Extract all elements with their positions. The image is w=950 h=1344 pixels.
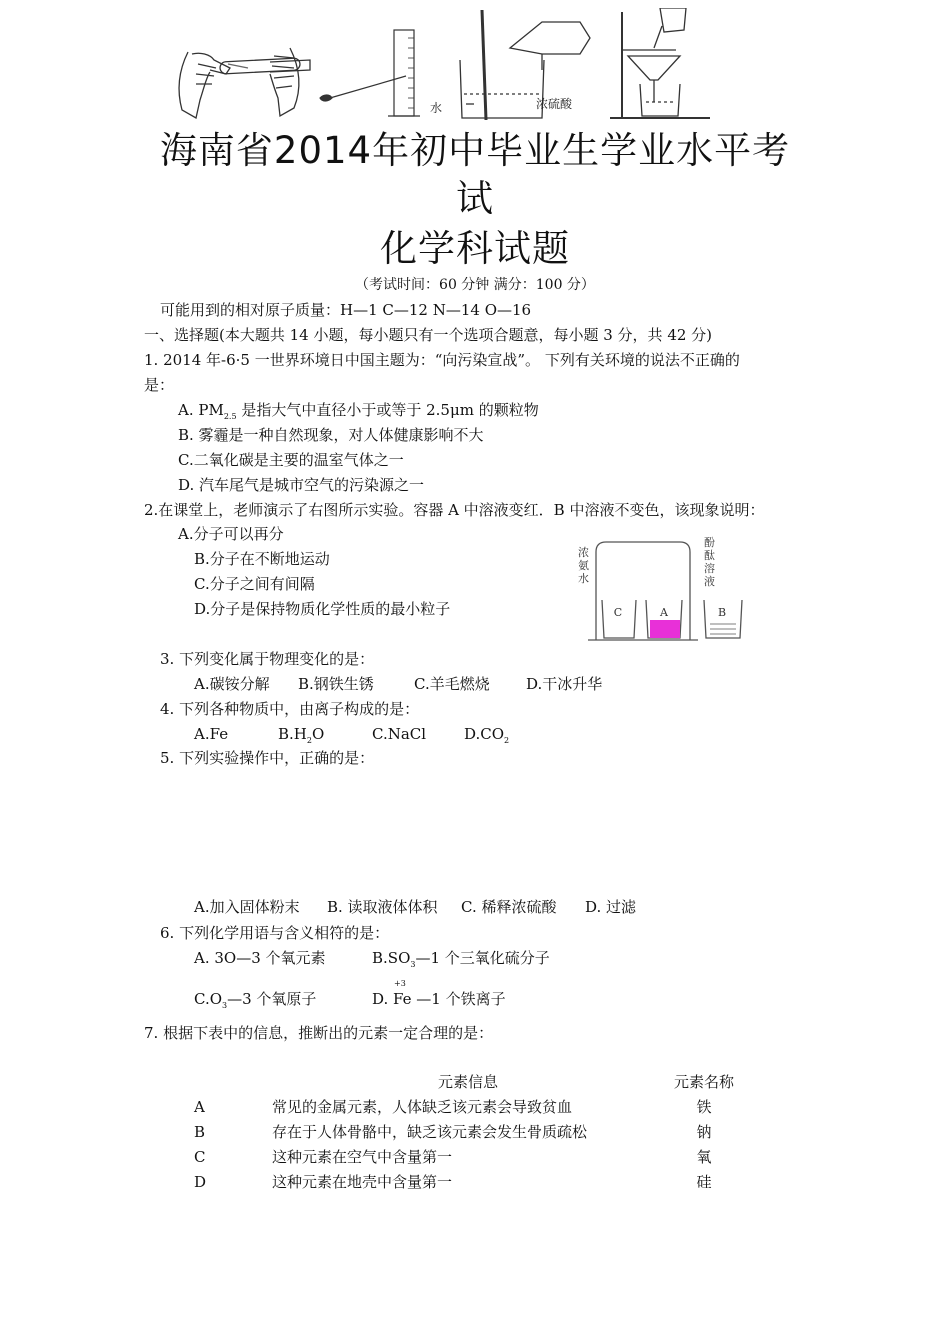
- q6-option-c: $C.O_3—3$ 个氧原子: [194, 990, 317, 1010]
- beaker-a-red-solution: [650, 620, 680, 638]
- row-info: 存在于人体骨骼中，缺乏该元素会发生骨质疏松: [272, 1123, 588, 1141]
- q4-option-b: $B.H_2O$: [278, 725, 325, 745]
- q2-option-b: B.分子在不断地运动: [194, 550, 330, 568]
- q4-stem: 4. 下列各种物质中，由离子构成的是：: [160, 700, 420, 718]
- phenol-label-4: 液: [704, 575, 715, 588]
- q2-stem: 2.在课堂上，老师演示了右图所示实验。容器 A 中溶液变红．B 中溶液不变色，该现象说明：: [144, 501, 765, 519]
- q4-options: [194, 724, 509, 751]
- q6-option-b: $B.SO_3—1$ 个三氧化硫分子: [372, 949, 550, 969]
- row-option: D: [194, 1173, 207, 1191]
- q5-option-b: B. 读取液体体积: [327, 898, 438, 916]
- q2-option-a: A.分子可以再分: [178, 525, 284, 543]
- q4-option-d: $D.CO_2$: [464, 725, 510, 745]
- q5-option-d: D. 过滤: [585, 898, 637, 916]
- page-title-line2: 试: [456, 177, 494, 220]
- q1-stem-line1: 1. 2014 年-6·5 一世界环境日中国主题为：“向污染宣战”。 下列有关环境的说法不正确的: [144, 351, 740, 369]
- atomic-masses: 可能用到的相对原子质量：H—1 C—12 N—14 O—16: [160, 301, 532, 319]
- q6-option-d: +3 D. Fe —1 个铁离子: [372, 979, 506, 1008]
- row-info: 这种元素在地壳中含量第一: [272, 1173, 453, 1191]
- ammonia-label-3: 水: [578, 572, 589, 585]
- row-name: 硅: [696, 1173, 712, 1191]
- q1-option-d: D. 汽车尾气是城市空气的污染源之一: [178, 476, 425, 494]
- q3-option-c: C.羊毛燃烧: [414, 675, 490, 693]
- table-row: [194, 1170, 744, 1195]
- row-info: 常见的金属元素，人体缺乏该元素会导致贫血: [272, 1098, 573, 1116]
- q1-option-a: A. $PM_{2.5}$ 是指大气中直径小于或等于 2.5μm 的颗粒物: [178, 401, 539, 421]
- top-illustrations: [170, 8, 710, 126]
- ammonia-label-1: 浓: [578, 546, 589, 559]
- q2-option-c: C.分子之间有间隔: [194, 575, 315, 593]
- q1-option-b: B. 雾霾是一种自然现象，对人体健康影响不大: [178, 426, 484, 444]
- beaker-c-label: C: [613, 606, 623, 619]
- page-title-line1: 海南省2014年初中毕业生学业水平考: [159, 129, 791, 172]
- table-row: [194, 1145, 744, 1170]
- q7-table: [194, 1070, 744, 1195]
- row-option: A: [194, 1098, 205, 1116]
- phenol-label-1: 酚: [704, 536, 715, 549]
- filtration-figure: [610, 8, 710, 118]
- q6-option-a: A. 3O—3 个氧元素: [194, 949, 326, 967]
- table-row: [194, 1120, 744, 1145]
- section-heading: 一、选择题(本大题共 14 小题，每小题只有一个选项合题意，每小题 3 分，共 42 分): [144, 326, 713, 344]
- q1-stem-line2: 是：: [144, 376, 175, 394]
- q2-experiment-figure: [574, 536, 750, 648]
- row-name: 氧: [696, 1148, 712, 1166]
- q4-option-a: A.Fe: [194, 725, 229, 743]
- q6-row1: [194, 948, 550, 975]
- row-info: 这种元素在空气中含量第一: [272, 1148, 453, 1166]
- q5-option-c: C. 稀释浓硫酸: [461, 898, 557, 916]
- q2-option-d: D.分子是保持物质化学性质的最小粒子: [194, 600, 451, 618]
- exam-info: （考试时间：60 分钟 满分：100 分）: [355, 277, 595, 293]
- phenol-label-2: 酞: [704, 549, 715, 562]
- q3-option-b: B.钢铁生锈: [298, 675, 374, 693]
- q5-option-a: A.加入固体粉末: [194, 898, 300, 916]
- row-name: 钠: [696, 1123, 712, 1141]
- table-header-row: [194, 1070, 744, 1095]
- beaker-a-label: A: [660, 606, 668, 619]
- q6-stem: 6. 下列化学用语与含义相符的是：: [160, 924, 390, 942]
- page-subtitle: 化学科试题: [380, 227, 570, 270]
- phenol-label-3: 溶: [704, 562, 715, 575]
- q3-option-d: D.干冰升华: [526, 675, 603, 693]
- q6-row2: [194, 979, 506, 1016]
- q4-option-c: C.NaCl: [372, 725, 427, 743]
- row-option: C: [194, 1148, 206, 1166]
- row-name: 铁: [696, 1098, 712, 1116]
- table-header-option: [194, 1070, 272, 1095]
- q5-options: [194, 897, 636, 917]
- table-row: [194, 1095, 744, 1120]
- table-header-info: 元素信息: [437, 1073, 498, 1091]
- row-option: B: [194, 1123, 206, 1141]
- acid-label: 浓硫酸: [536, 97, 573, 111]
- water-label: 水: [430, 101, 443, 115]
- q5-stem: 5. 下列实验操作中，正确的是：: [160, 749, 375, 767]
- q7-stem: 7. 根据下表中的信息，推断出的元素一定合理的是：: [144, 1024, 494, 1042]
- ammonia-label-2: 氨: [578, 559, 589, 572]
- q3-option-a: A.碳铵分解: [194, 675, 270, 693]
- read-volume-figure: [320, 30, 420, 116]
- beaker-b-label: B: [717, 606, 727, 619]
- q1-option-c: C.二氧化碳是主要的温室气体之一: [178, 451, 404, 469]
- q3-stem: 3. 下列变化属于物理变化的是：: [160, 650, 375, 668]
- q3-options: [194, 674, 602, 694]
- add-powder-figure: [179, 48, 310, 118]
- table-header-name: 元素名称: [673, 1073, 734, 1091]
